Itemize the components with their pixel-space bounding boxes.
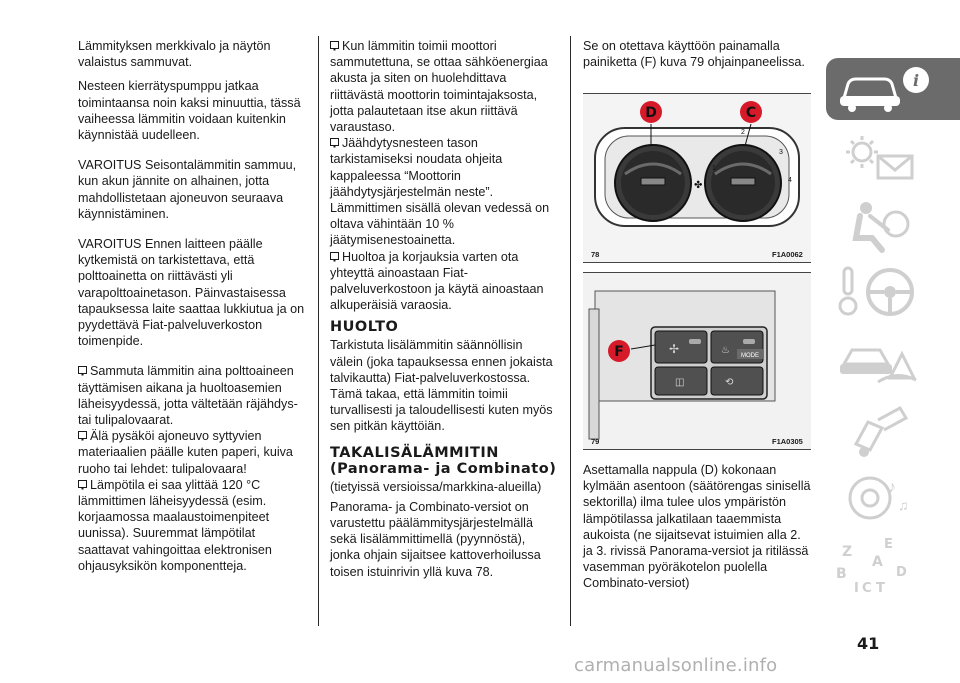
sidebar-item-warning-lights[interactable] bbox=[826, 126, 960, 188]
callout-f-label: F bbox=[614, 344, 624, 360]
svg-text:T: T bbox=[876, 581, 885, 596]
bullet-item bbox=[330, 249, 558, 314]
paragraph: Lämmityksen merkkivalo ja näytön valaistus sammuvat. bbox=[78, 39, 271, 70]
mode-label: MODE bbox=[741, 353, 759, 359]
bullet-icon bbox=[330, 138, 339, 148]
column-divider bbox=[318, 36, 319, 626]
index-icon bbox=[826, 534, 960, 596]
warning-lights-icon bbox=[826, 126, 960, 188]
text-column-2 bbox=[330, 38, 558, 588]
svg-text:♫: ♫ bbox=[898, 497, 909, 513]
bullet-icon bbox=[78, 480, 87, 490]
figure-78-heater-knobs bbox=[583, 93, 811, 263]
heater-knobs-illustration bbox=[583, 94, 811, 262]
tech-data-icon bbox=[826, 466, 960, 528]
paragraph: Asettamalla nappula (D) kokonaan kylmään asentoon (säätörengas sinisellä sektorilla) ilma tulee ulos ympäristön lämpötilassa jalkatilaan taaemmista aukoista (ne sijaitsevat istuimien alla 2. ja 3. rivissä Panorama-versiot ja ritilässä vasemman pyöräkotelon puolella Combinato-versiot) bbox=[583, 463, 811, 591]
bullet-text: Älä pysäköi ajoneuvo syttyvien materiaalien päälle kuten paperi, kuiva ruoho tai lehdet: tulipalovaara! bbox=[78, 429, 293, 476]
tick-label: 2 bbox=[741, 129, 745, 136]
sidebar-item-index[interactable] bbox=[826, 534, 960, 596]
section-heading: HUOLTO bbox=[330, 319, 399, 336]
figure-code: F1A0305 bbox=[772, 437, 803, 446]
callout-d-label: D bbox=[645, 105, 657, 121]
bullet-icon bbox=[78, 431, 87, 441]
figure-number: 78 bbox=[591, 250, 600, 259]
tick-label: 4 bbox=[788, 177, 792, 184]
svg-text:E: E bbox=[884, 537, 893, 552]
warning-paragraph: VAROITUS Ennen laitteen päälle kytkemistä on tarkistettava, että polttoainetta on riittävästi yli varapolttoainetason. Päinvastaisessa tapauksessa laite saattaa lukkiutua ja on pyydettävä Fiat-palveluverkoston toimenpide. bbox=[78, 237, 305, 349]
svg-text:I: I bbox=[854, 581, 859, 596]
airbag-icon bbox=[826, 194, 960, 256]
svg-text:B: B bbox=[836, 566, 847, 582]
steering-icon bbox=[826, 262, 960, 324]
sidebar-item-multimedia[interactable] bbox=[826, 466, 960, 528]
svg-text:♪: ♪ bbox=[888, 479, 896, 496]
fan-symbol: ✤ bbox=[694, 180, 703, 191]
paragraph: Se on otettava käyttöön painamalla painiketta (F) kuva 79 ohjainpaneelissa. bbox=[583, 39, 805, 70]
bullet-text: Jäähdytysnesteen tason tarkistamiseksi noudata ohjeita kappaleessa “Moottorin jäähdytysjärjestelmän neste”. Lämmittimen sisällä olevan vedessä on oltava vähintään 10 % jäätymisenestoainetta. bbox=[330, 136, 550, 248]
control-panel-illustration bbox=[583, 273, 811, 449]
fan-icon: ✢ bbox=[669, 342, 680, 356]
recirculation-icon: ⟲ bbox=[725, 377, 734, 388]
bullet-item bbox=[78, 428, 306, 477]
bullet-icon bbox=[330, 41, 339, 51]
tick-label: 1 bbox=[712, 165, 716, 172]
bullet-text: Kun lämmitin toimii moottori sammutettuna, se ottaa sähköenergiaa akusta ja siten on huolehdittava riittävästä moottorin toimintajaksosta, jotta palautetaan itse akun riittävä varaustaso. bbox=[330, 39, 548, 135]
sidebar-item-emergency[interactable] bbox=[826, 330, 960, 392]
sidebar-item-starting-driving[interactable] bbox=[826, 262, 960, 324]
paragraph: Tarkistuta lisälämmitin säännöllisin välein (joka tapauksessa ennen jokaista talvikautta) Fiat-palveluverkostossa. Tämä takaa, että lämmitin toimii turvallisesti ja taloudellisesti kuten myös sen pitkän käyttöiän. bbox=[330, 338, 553, 434]
paragraph: Nesteen kierrätyspumppu jatkaa toimintaansa noin kaksi minuuttia, tässä vaiheessa lämmitin voidaan kuitenkin käynnistää uudelleen. bbox=[78, 79, 301, 143]
paragraph: Panorama- ja Combinato-versiot on varustettu päälämmitysjärjestelmällä sekä lisälämmittimellä (pyynnöstä), jonka ohjain sijaitsee kattoverhoilussa toisen istuinrivin yllä kuva 78. bbox=[330, 499, 541, 579]
svg-text:i: i bbox=[912, 71, 920, 90]
car-info-icon bbox=[826, 58, 960, 120]
watermark: carmanualsonline.info bbox=[574, 655, 778, 676]
bullet-text: Sammuta lämmitin aina polttoaineen täyttämisen aikana ja huoltoasemien läheisyydessä, jotta vältetään räjähdys-tai tulipalovaarat. bbox=[78, 364, 298, 428]
sidebar-item-car-info[interactable] bbox=[826, 58, 960, 120]
figure-79-control-panel bbox=[583, 272, 811, 450]
section-heading: TAKALISÄLÄMMITIN (Panorama- ja Combinato) bbox=[330, 444, 557, 477]
bullet-item bbox=[330, 38, 558, 135]
page-number: 41 bbox=[857, 634, 880, 653]
bullet-icon bbox=[78, 366, 87, 376]
bullet-icon bbox=[330, 252, 339, 262]
text-column-3 bbox=[583, 38, 813, 78]
bullet-text: Huoltoa ja korjauksia varten ota yhteyttä ainoastaan Fiat-palveluverkostoon ja käytä ainoastaan alkuperäisiä varaosia. bbox=[330, 249, 544, 313]
breakdown-icon bbox=[826, 330, 960, 392]
svg-text:D: D bbox=[896, 565, 907, 580]
text-column-3-lower bbox=[583, 462, 813, 600]
chapter-sidebar bbox=[826, 58, 960, 628]
column-divider bbox=[570, 36, 571, 626]
figure-code: F1A0062 bbox=[772, 250, 803, 259]
figure-number: 79 bbox=[591, 437, 600, 446]
maintenance-icon bbox=[826, 398, 960, 460]
sidebar-item-maintenance[interactable] bbox=[826, 398, 960, 460]
warning-paragraph: VAROITUS Seisontalämmitin sammuu, kun akun jännite on alhainen, jotta mahdollistetaan ajoneuvon seuraava käynnistäminen. bbox=[78, 158, 297, 221]
tick-label: 3 bbox=[779, 149, 783, 156]
svg-text:Z: Z bbox=[842, 544, 853, 560]
svg-text:A: A bbox=[872, 554, 883, 570]
text-column-1 bbox=[78, 38, 306, 582]
bullet-text: Lämpötila ei saa ylittää 120 °C lämmittimen läheisyydessä (esim. korjaamossa maalaustoimenpiteet uunissa). Suuremmat lämpötilat saattavat vahingoittaa elektronisen ohjausyksikön komponentteja. bbox=[78, 477, 272, 573]
rear-defrost-icon: ◫ bbox=[675, 377, 685, 388]
heater-icon: ♨ bbox=[721, 345, 730, 356]
paragraph: (tietyissä versioissa/markkina-alueilla) bbox=[330, 479, 542, 494]
bullet-item bbox=[330, 135, 558, 248]
bullet-item bbox=[78, 477, 306, 574]
bullet-item bbox=[78, 363, 306, 428]
sidebar-item-safety[interactable] bbox=[826, 194, 960, 256]
callout-c-label: C bbox=[745, 105, 757, 121]
svg-text:C: C bbox=[862, 581, 872, 596]
